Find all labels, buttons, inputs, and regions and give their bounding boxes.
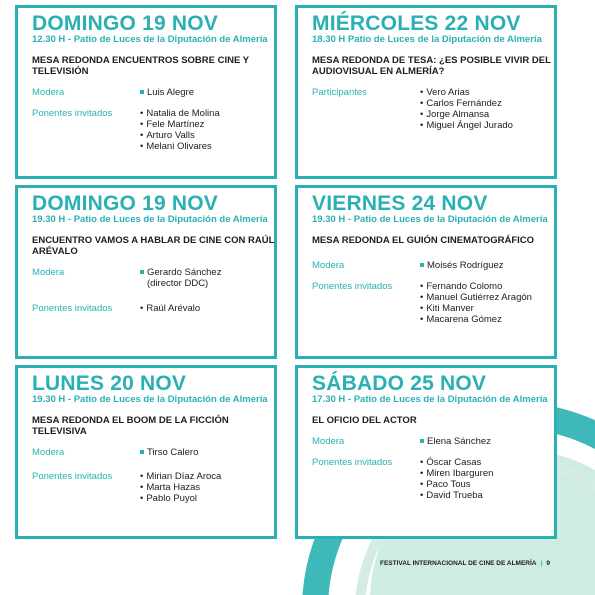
- event-place: 19.30 H - Patio de Luces de la Diputación de Almería: [312, 214, 548, 225]
- modera-row: [32, 447, 264, 458]
- ponentes-row: [312, 87, 544, 131]
- square-bullet-icon: [140, 90, 144, 94]
- event-card: [15, 5, 277, 179]
- event-title: MESA REDONDA DE TESA: ¿ES POSIBLE VIVIR DEL AUDIOVISUAL EN ALMERÍA?: [312, 55, 551, 77]
- event-day: DOMINGO 19 NOV: [32, 12, 218, 35]
- event-title: EL OFICIO DEL ACTOR: [312, 415, 417, 426]
- modera-row: [312, 436, 544, 447]
- ponentes-row: [32, 471, 264, 504]
- square-bullet-icon: [420, 263, 424, 267]
- modera-label: Modera: [312, 436, 345, 447]
- ponentes-label: Ponentes invitados: [312, 457, 393, 468]
- modera-row: [32, 87, 264, 98]
- event-title: MESA REDONDA ENCUENTROS SOBRE CINE Y TELEVISIÓN: [32, 55, 249, 77]
- event-title: MESA REDONDA EL GUIÓN CINEMATOGRÁFICO: [312, 235, 535, 246]
- ponente-item: • Macarena Gómez: [420, 314, 544, 325]
- modera-name: Luis Alegre: [147, 87, 195, 98]
- event-card: [295, 185, 557, 359]
- ponentes-label: Participantes: [312, 87, 367, 98]
- ponentes-row: [32, 108, 264, 152]
- event-card: [295, 365, 557, 539]
- event-title: MESA REDONDA EL BOOM DE LA FICCIÓN TELEVISIVA: [32, 415, 229, 437]
- ponentes-label: Ponentes invitados: [32, 108, 113, 119]
- modera-row: [312, 260, 544, 271]
- ponente-item: • Arturo Valls: [140, 130, 264, 141]
- ponentes-label: Ponentes invitados: [312, 281, 393, 292]
- square-bullet-icon: [140, 270, 144, 274]
- event-card: [15, 365, 277, 539]
- ponente-item: • David Trueba: [420, 490, 544, 501]
- ponentes-label: Ponentes invitados: [32, 303, 113, 314]
- event-card: [15, 185, 277, 359]
- event-place: 17.30 H - Patio de Luces de la Diputación de Almería: [312, 394, 548, 405]
- ponente-item: • Natalia de Molina: [140, 108, 264, 119]
- event-day: VIERNES 24 NOV: [312, 192, 488, 215]
- event-day: LUNES 20 NOV: [32, 372, 187, 395]
- festival-name: FESTIVAL INTERNACIONAL DE CINE DE ALMERÍA: [380, 560, 537, 567]
- modera-label: Modera: [32, 87, 65, 98]
- ponente-item: • Raúl Arévalo: [140, 303, 264, 314]
- modera-label: Modera: [32, 447, 65, 458]
- square-bullet-icon: [140, 450, 144, 454]
- modera-label: Modera: [32, 267, 65, 278]
- modera-name: Elena Sánchez: [427, 436, 491, 447]
- event-day: SÁBADO 25 NOV: [312, 372, 487, 395]
- ponente-item: • Miguel Ángel Jurado: [420, 120, 544, 131]
- modera-name: Gerardo Sánchez: [147, 267, 222, 278]
- footer-divider: |: [540, 560, 543, 567]
- ponente-item: • Marta Hazas: [140, 482, 264, 493]
- ponente-item: • Mirian Díaz Aroca: [140, 471, 264, 482]
- ponente-item: • Vero Arias: [420, 87, 544, 98]
- ponentes-row: [312, 281, 544, 325]
- ponentes-label: Ponentes invitados: [32, 471, 113, 482]
- ponente-item: • Jorge Almansa: [420, 109, 544, 120]
- event-place: 12.30 H - Patio de Luces de la Diputación de Almería: [32, 34, 268, 45]
- square-bullet-icon: [420, 439, 424, 443]
- event-place: 19.30 H - Patio de Luces de la Diputación de Almería: [32, 214, 268, 225]
- modera-name: Moisés Rodríguez: [427, 260, 504, 271]
- ponente-item: • Fele Martínez: [140, 119, 264, 130]
- modera-row: [32, 267, 264, 289]
- event-day: DOMINGO 19 NOV: [32, 192, 218, 215]
- ponente-item: • Paco Tous: [420, 479, 544, 490]
- ponente-item: • Fernando Colomo: [420, 281, 544, 292]
- event-place: 18.30 H Patio de Luces de la Diputación de Almería: [312, 34, 542, 45]
- modera-label: Modera: [312, 260, 345, 271]
- event-day: MIÉRCOLES 22 NOV: [312, 12, 521, 35]
- modera-name: Tirso Calero: [147, 447, 199, 458]
- ponente-item: • Óscar Casas: [420, 457, 544, 468]
- ponente-item: • Pablo Puyol: [140, 493, 264, 504]
- ponentes-row: [312, 457, 544, 501]
- ponente-item: • Manuel Gutiérrez Aragón: [420, 292, 544, 303]
- ponente-item: • Miren Ibarguren: [420, 468, 544, 479]
- page-footer: [380, 560, 550, 567]
- event-place: 19.30 H - Patio de Luces de la Diputación de Almería: [32, 394, 268, 405]
- ponente-item: • Carlos Fernández: [420, 98, 544, 109]
- page-number: 9: [546, 560, 550, 567]
- modera-role: (director DDC): [147, 278, 209, 289]
- ponente-item: • Kiti Manver: [420, 303, 544, 314]
- ponente-item: • Melani Olivares: [140, 141, 264, 152]
- event-card: [295, 5, 557, 179]
- ponentes-row: [32, 303, 264, 314]
- event-title: ENCUENTRO VAMOS A HABLAR DE CINE CON RAÚL ARÉVALO: [32, 235, 275, 257]
